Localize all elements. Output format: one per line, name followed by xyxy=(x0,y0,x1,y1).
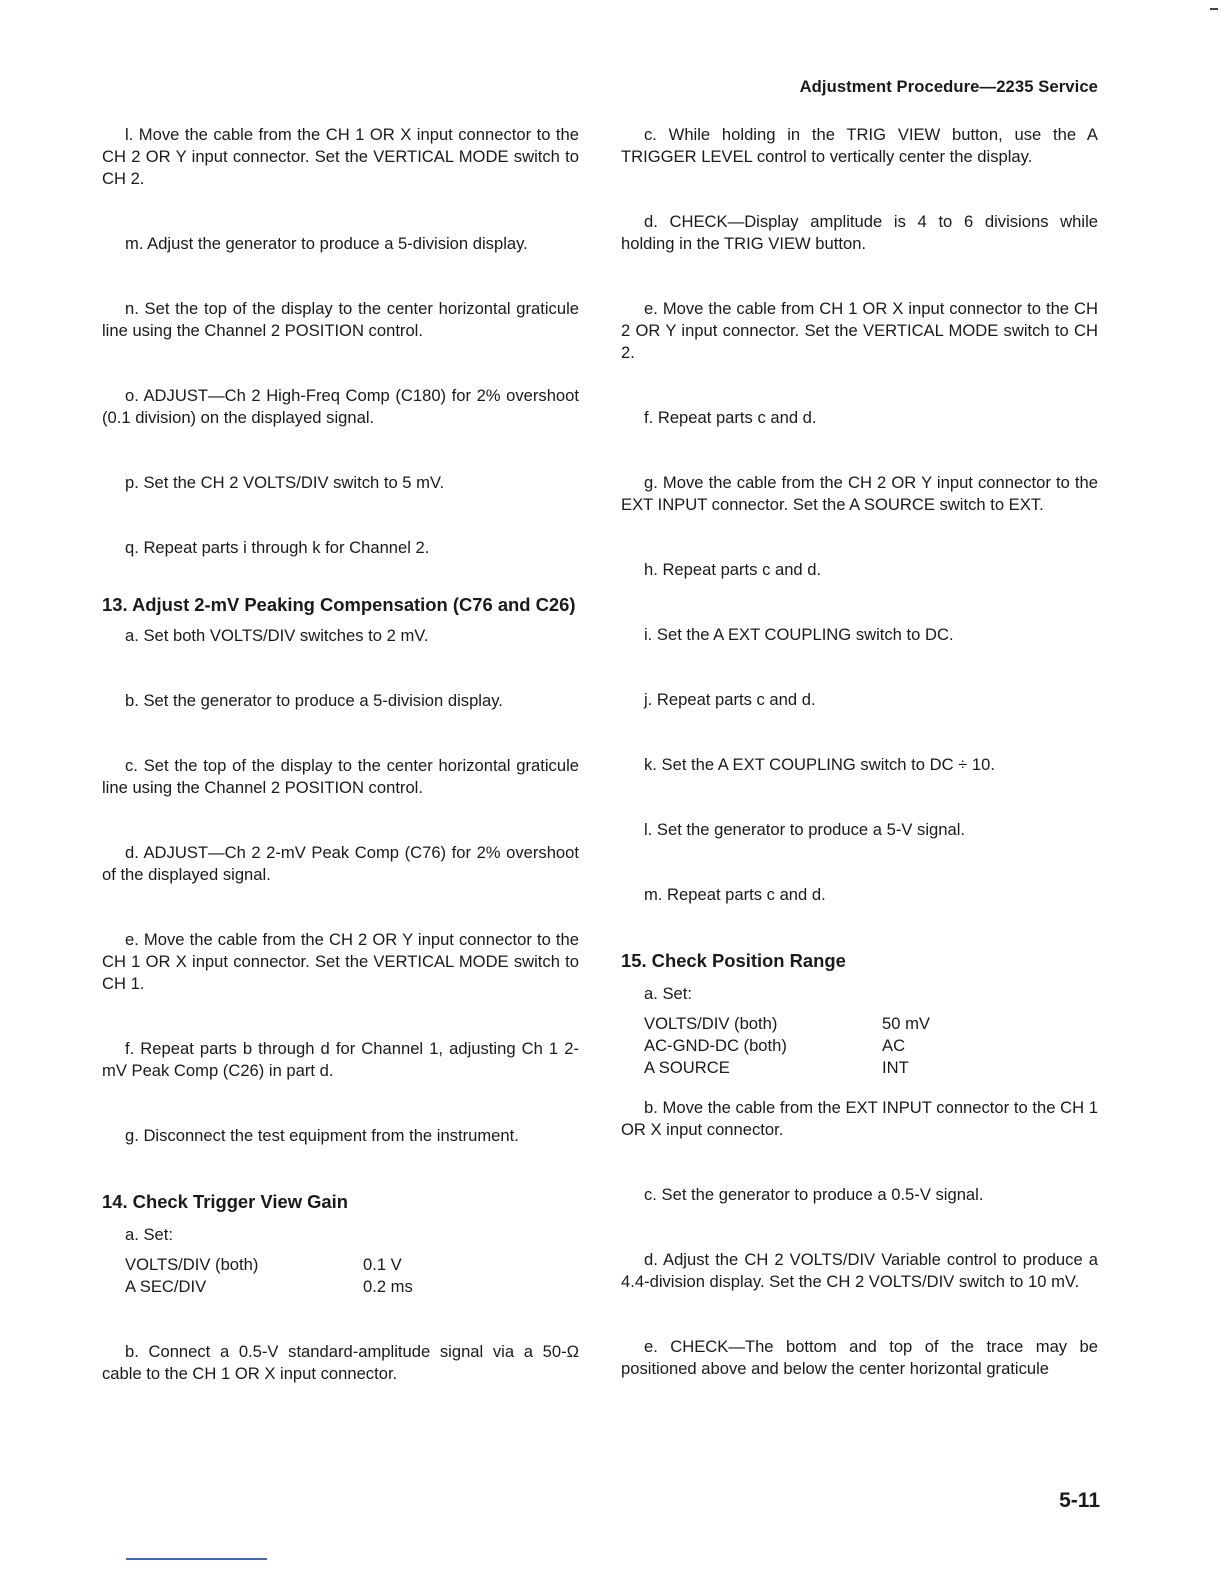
edge-mark xyxy=(1210,8,1218,10)
setting-name: VOLTS/DIV (both) xyxy=(644,1014,778,1033)
settings-row xyxy=(644,1035,930,1057)
step-13b: b. Set the generator to produce a 5-division display. xyxy=(125,691,503,710)
step-14f: f. Repeat parts c and d. xyxy=(644,408,817,427)
setting-value: 0.2 ms xyxy=(363,1277,413,1296)
step-14i: i. Set the A EXT COUPLING switch to DC. xyxy=(644,625,954,644)
step-p: p. Set the CH 2 VOLTS/DIV switch to 5 mV. xyxy=(125,473,445,492)
step-14m: m. Repeat parts c and d. xyxy=(644,885,826,904)
settings-table-14 xyxy=(125,1254,413,1298)
step-15b: b. Move the cable from the EXT INPUT connector to the CH 1 OR X input connector. xyxy=(621,1098,1098,1139)
step-14d: d. CHECK—Display amplitude is 4 to 6 divisions while holding in the TRIG VIEW button. xyxy=(621,212,1098,253)
step-13f: f. Repeat parts b through d for Channel 1, adjusting Ch 1 2-mV Peak Comp (C26) in part d. xyxy=(102,1039,579,1080)
step-14k: k. Set the A EXT COUPLING switch to DC ÷ 10. xyxy=(644,755,995,774)
setting-value: 0.1 V xyxy=(363,1255,402,1274)
settings-row xyxy=(125,1276,413,1298)
step-14b: b. Connect a 0.5-V standard-amplitude signal via a 50-Ω cable to the CH 1 OR X input connector. xyxy=(102,1342,579,1383)
step-15d: d. Adjust the CH 2 VOLTS/DIV Variable control to produce a 4.4-division display. Set the CH 2 VOLTS/DIV switch to 10 mV. xyxy=(621,1250,1098,1291)
setting-value: INT xyxy=(882,1058,909,1077)
step-15a: a. Set: xyxy=(644,984,692,1003)
section-15-title: 15. Check Position Range xyxy=(621,950,846,971)
step-13a: a. Set both VOLTS/DIV switches to 2 mV. xyxy=(125,626,429,645)
section-13-title: 13. Adjust 2-mV Peaking Compensation (C76 and C26) xyxy=(102,594,576,615)
right-column xyxy=(621,124,1098,1380)
setting-name: A SEC/DIV xyxy=(125,1277,207,1296)
setting-name: A SOURCE xyxy=(644,1058,730,1077)
step-13c: c. Set the top of the display to the center horizontal graticule line using the Channel 2 POSITION control. xyxy=(102,756,579,797)
step-14h: h. Repeat parts c and d. xyxy=(644,560,822,579)
step-o: o. ADJUST—Ch 2 High-Freq Comp (C180) for 2% overshoot (0.1 division) on the displayed signal. xyxy=(102,386,579,427)
left-column xyxy=(102,124,579,1385)
step-14l: l. Set the generator to produce a 5-V signal. xyxy=(644,820,966,839)
step-n: n. Set the top of the display to the center horizontal graticule line using the Channel 2 POSITION control. xyxy=(102,299,579,340)
page-header: Adjustment Procedure—2235 Service xyxy=(799,77,1098,96)
step-q: q. Repeat parts i through k for Channel 2. xyxy=(125,538,430,557)
step-m: m. Adjust the generator to produce a 5-division display. xyxy=(125,234,528,253)
step-14e: e. Move the cable from CH 1 OR X input connector to the CH 2 OR Y input connector. Set the VERTICAL MODE switch to CH 2. xyxy=(621,299,1098,362)
page-number: 5-11 xyxy=(1059,1489,1100,1512)
setting-name: VOLTS/DIV (both) xyxy=(125,1255,259,1274)
settings-table-15 xyxy=(644,1013,930,1079)
step-l: l. Move the cable from the CH 1 OR X input connector to the CH 2 OR Y input connector. Set the VERTICAL MODE switch to CH 2. xyxy=(102,125,579,188)
step-13e: e. Move the cable from the CH 2 OR Y input connector to the CH 1 OR X input connector. Set the VERTICAL MODE switch to CH 1. xyxy=(102,930,579,993)
settings-row xyxy=(125,1254,413,1276)
setting-name: AC-GND-DC (both) xyxy=(644,1036,787,1055)
settings-row xyxy=(644,1057,930,1079)
settings-row xyxy=(644,1013,930,1035)
setting-value: AC xyxy=(882,1036,906,1055)
bottom-rule xyxy=(126,1558,267,1560)
step-14g: g. Move the cable from the CH 2 OR Y input connector to the EXT INPUT connector. Set the A SOURCE switch to EXT. xyxy=(621,473,1098,514)
step-14a: a. Set: xyxy=(125,1225,173,1244)
step-13g: g. Disconnect the test equipment from the instrument. xyxy=(125,1126,519,1145)
step-14j: j. Repeat parts c and d. xyxy=(644,690,816,709)
section-14-title: 14. Check Trigger View Gain xyxy=(102,1191,348,1212)
step-13d: d. ADJUST—Ch 2 2-mV Peak Comp (C76) for 2% overshoot of the displayed signal. xyxy=(102,843,579,884)
step-15e: e. CHECK—The bottom and top of the trace may be positioned above and below the center horizontal graticule xyxy=(621,1337,1098,1378)
setting-value: 50 mV xyxy=(882,1014,930,1033)
step-14c: c. While holding in the TRIG VIEW button, use the A TRIGGER LEVEL control to vertically center the display. xyxy=(621,125,1098,166)
step-15c: c. Set the generator to produce a 0.5-V signal. xyxy=(644,1185,984,1204)
